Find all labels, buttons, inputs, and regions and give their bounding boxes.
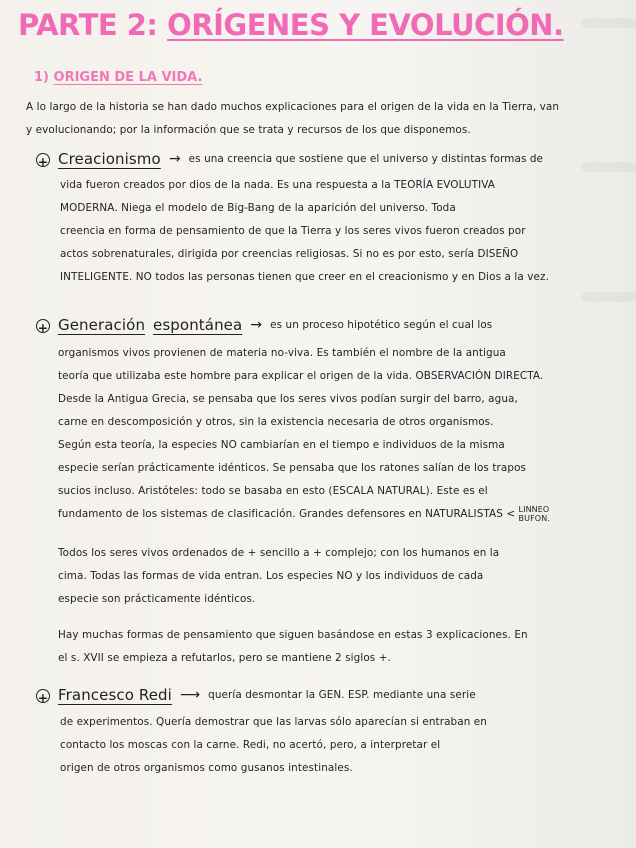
- bleed-through-mark: [582, 162, 636, 172]
- bleed-through-mark: [582, 18, 636, 28]
- text-line: de experimentos. Quería demostrar que las larvas sólo aparecían si entraban en: [60, 716, 487, 728]
- title-topic: ORÍGENES Y EVOLUCIÓN.: [167, 8, 564, 42]
- naturalistas-list: [519, 505, 550, 523]
- keyword-creacionismo: Creacionismo: [58, 150, 161, 168]
- arrow-icon: →: [250, 317, 263, 333]
- keyword-redi: Francesco Redi: [58, 686, 172, 704]
- text-line: quería desmontar la GEN. ESP. mediante una serie: [208, 689, 476, 701]
- bleed-through-mark: [582, 292, 636, 302]
- section-subtitle: [34, 70, 202, 85]
- text-line: Desde la Antigua Grecia, se pensaba que los seres vivos podían surgir del barro, agua,: [58, 393, 518, 405]
- text-line: Hay muchas formas de pensamiento que siguen basándose en estas 3 explicaciones. En: [58, 629, 528, 641]
- text-line: el s. XVII se empieza a refutarlos, pero se mantiene 2 siglos +.: [58, 652, 391, 664]
- keyword-espontanea: espontánea: [153, 316, 243, 334]
- text-line: creencia en forma de pensamiento de que la Tierra y los seres vivos fueron creados por: [60, 225, 526, 237]
- text-line: es una creencia que sostiene que el universo y distintas formas de: [188, 153, 544, 165]
- text-line: contacto los moscas con la carne. Redi, no acertó, pero, a interpretar el: [60, 739, 441, 751]
- arrow-icon: ⟶: [179, 687, 201, 703]
- text-line: vida fueron creados por dios de la nada. Es una respuesta a la TEORÍA EVOLUTIVA: [60, 179, 495, 191]
- text-line: Todos los seres vivos ordenados de + sencillo a + complejo; con los humanos en la: [58, 547, 500, 559]
- page-title: [18, 8, 564, 42]
- intro-line: A lo largo de la historia se han dado muchos explicaciones para el origen de la vida en la Tierra, van: [26, 101, 560, 113]
- text-line: origen de otros organismos como gusanos intestinales.: [60, 762, 353, 774]
- naturalista-name: BUFON.: [518, 514, 550, 523]
- bullet-icon: [36, 319, 50, 333]
- text-line: cima. Todas las formas de vida entran. Los especies NO y los individuos de cada: [58, 570, 484, 582]
- text-line: organismos vivos provienen de materia no-viva. Es también el nombre de la antigua: [58, 347, 506, 359]
- subtitle-text: ORIGEN DE LA VIDA.: [53, 70, 203, 85]
- intro-line: y evolucionando; por la información que se trata y recursos de los que disponemos.: [26, 124, 471, 136]
- bullet-icon: [36, 689, 50, 703]
- text-line: MODERNA. Niega el modelo de Big-Bang de la aparición del universo. Toda: [60, 202, 456, 214]
- text-line: actos sobrenaturales, dirigida por creencias religiosas. Si no es por esto, sería DISEÑO: [60, 248, 519, 260]
- text-line: fundamento de los sistemas de clasificación. Grandes defensores en NATURALISTAS <: [58, 508, 516, 520]
- text-line: INTELIGENTE. NO todos las personas tienen que creer en el creacionismo y en Dios a la vez.: [60, 271, 549, 283]
- bullet-icon: [36, 153, 50, 167]
- naturalista-name: LINNEO: [518, 505, 550, 514]
- text-line: especie serían prácticamente idénticos. Se pensaba que los ratones salían de los trapos: [58, 462, 527, 474]
- text-line: carne en descomposición y otros, sin la existencia necesaria de otros organismos.: [58, 416, 494, 428]
- title-part: PARTE 2:: [18, 8, 158, 42]
- text-line: especie son prácticamente idénticos.: [58, 593, 256, 605]
- text-line: sucios incluso. Aristóteles: todo se basaba en esto (ESCALA NATURAL). Este es el: [58, 485, 488, 497]
- text-line: teoría que utilizaba este hombre para explicar el origen de la vida. OBSERVACIÓN DIRECTA.: [58, 370, 544, 382]
- arrow-icon: →: [168, 151, 181, 167]
- text-line: Según esta teoría, la especies NO cambiarían en el tiempo e individuos de la misma: [58, 439, 505, 451]
- text-line: es un proceso hipotético según el cual los: [270, 319, 493, 331]
- keyword-generacion: Generación: [58, 316, 146, 334]
- subtitle-number: 1): [34, 70, 49, 85]
